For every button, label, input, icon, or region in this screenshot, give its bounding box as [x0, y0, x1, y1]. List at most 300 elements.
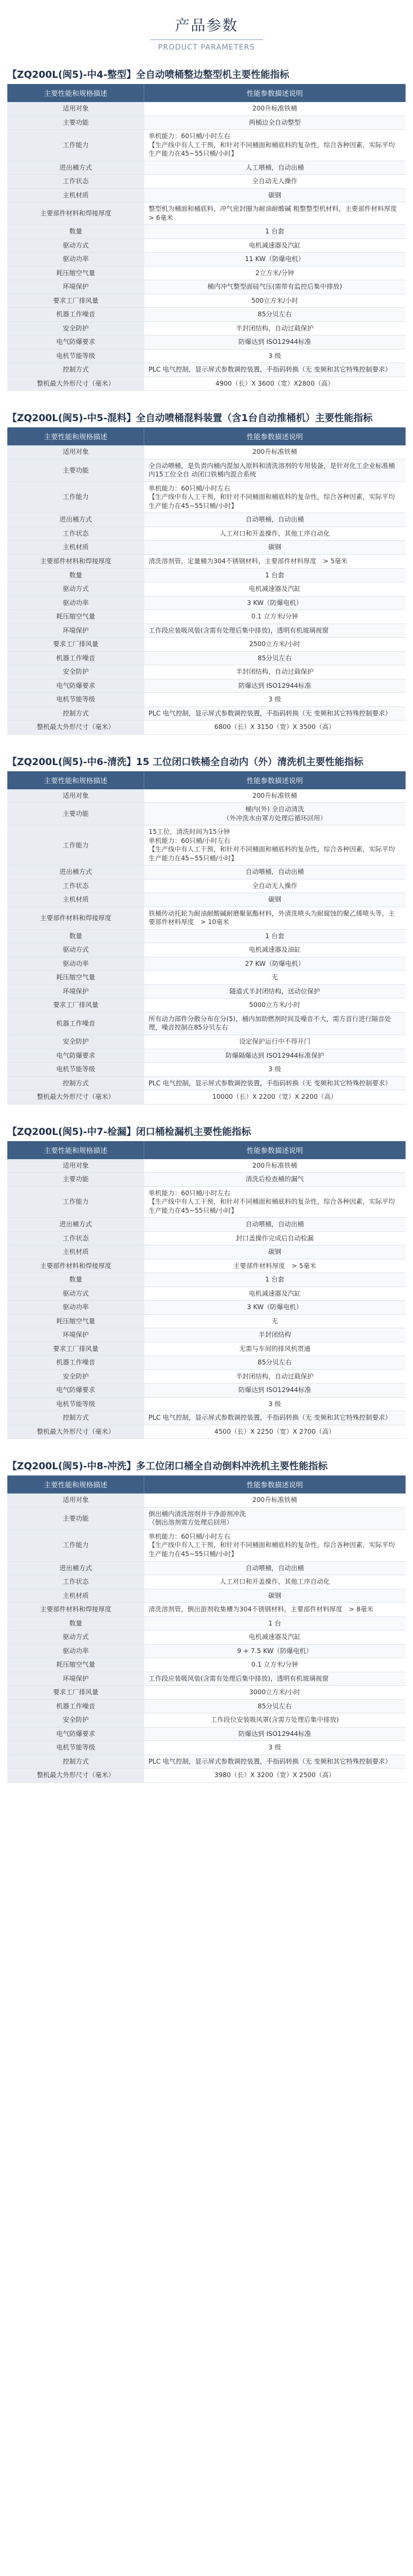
table-row [7, 943, 406, 957]
row-label: 适用对象 [7, 1159, 144, 1173]
spec-table [7, 1475, 406, 1782]
row-label: 控制方式 [7, 363, 144, 377]
table-row [7, 1686, 406, 1700]
table-row [7, 1314, 406, 1328]
table-row [7, 266, 406, 280]
row-label: 整机最大外形尺寸（毫米） [7, 377, 144, 391]
row-value: 11 KW（防爆电机） [144, 253, 406, 267]
table-row [7, 1328, 406, 1342]
table-row [7, 1575, 406, 1589]
row-label: 主机材质 [7, 1589, 144, 1603]
row-label: 要求工厂排风量 [7, 1686, 144, 1700]
row-label: 主要功能 [7, 1507, 144, 1530]
row-value: 主要部件材料厚度 > 5毫米 [144, 1259, 406, 1273]
row-label: 工作状态 [7, 879, 144, 893]
spec-table [7, 84, 406, 391]
table-row [7, 1186, 406, 1218]
table-row [7, 1672, 406, 1686]
row-value: 10000（长）X 2200（宽）X 2200（高） [144, 1090, 406, 1104]
spec-table [7, 1141, 406, 1439]
row-label: 驱动方式 [7, 1287, 144, 1301]
row-value: 0.1 立方米/分钟 [144, 1658, 406, 1672]
row-value: 自动喂桶，自动出桶 [144, 865, 406, 880]
table-row [7, 1713, 406, 1727]
row-value: 1 台套 [144, 225, 406, 239]
row-label: 要求工厂排风量 [7, 638, 144, 652]
table-header-row [7, 771, 406, 789]
row-label: 耗压缩空气量 [7, 1658, 144, 1672]
table-row [7, 1561, 406, 1575]
row-value: 200升标准铁桶 [144, 102, 406, 116]
row-value: 自动喂桶，自动出桶 [144, 1561, 406, 1575]
row-label: 适用对象 [7, 789, 144, 803]
table-header-row [7, 427, 406, 445]
row-value: 人工对口和开盖操作，其他工序自动化 [144, 527, 406, 541]
row-label: 环境保护 [7, 1672, 144, 1686]
table-row [7, 638, 406, 652]
column-header-description: 性能参数描述说明 [144, 771, 406, 789]
table-row [7, 665, 406, 679]
row-label: 电气防爆要求 [7, 1049, 144, 1063]
column-header-spec: 主要性能和规格描述 [7, 1475, 144, 1494]
row-value: 电机减速器及汽缸 [144, 238, 406, 253]
row-value: 全自动喂桶，是负责内桶内混加入原料和清洗溶剂的专用装备，是针对化工企业标准桶内15工位全自 动闭口铁桶内混合系统 [144, 459, 406, 481]
table-row [7, 238, 406, 253]
row-label: 主要功能 [7, 116, 144, 130]
row-label: 工作能力 [7, 1186, 144, 1218]
row-value: 桶内冲气整型面硅气压(需带有监控后集中排放) [144, 280, 406, 294]
column-header-description: 性能参数描述说明 [144, 1475, 406, 1494]
table-row [7, 929, 406, 943]
spec-table [7, 427, 406, 734]
row-label: 机器工作噪音 [7, 1012, 144, 1035]
table-row [7, 693, 406, 707]
row-label: 整机最大外形尺寸（毫米） [7, 721, 144, 735]
row-value: 无 [144, 971, 406, 985]
row-value: 单机能力：60只桶/小时左右 【生产线中有人工干预，和针对不同桶面和桶底料的复杂性，综合各种因素，实际平均生产能力在45~55只桶/小时】 [144, 481, 406, 513]
row-label: 电气防爆要求 [7, 1384, 144, 1398]
column-header-spec: 主要性能和规格描述 [7, 771, 144, 789]
row-label: 驱动功率 [7, 253, 144, 267]
title-divider [150, 39, 263, 40]
column-header-description: 性能参数描述说明 [144, 1141, 406, 1159]
row-value: 防爆达到 ISO12944标准 [144, 679, 406, 693]
row-label: 驱动功率 [7, 957, 144, 971]
row-value: 单机能力：60只桶/小时左右 【生产线中有人工干预，和针对不同桶面和桶底料的复杂性，综合各种因素，实际平均生产能力在45~55只桶/小时】 [144, 1530, 406, 1561]
spec-section [7, 749, 406, 1104]
row-label: 机器工作噪音 [7, 1699, 144, 1713]
row-value: 5000立方米/小时 [144, 998, 406, 1013]
spec-section [7, 1119, 406, 1439]
page-subtitle: PRODUCT PARAMETERS [158, 43, 255, 52]
row-label: 驱动功率 [7, 1301, 144, 1315]
row-value: 半封闭结构，自动过载保护 [144, 1369, 406, 1384]
table-row [7, 1301, 406, 1315]
row-value: 85分贝左右 [144, 651, 406, 665]
row-value: 防爆隔爆达到 ISO12944标准保护 [144, 1049, 406, 1063]
row-value: 工作段应装吸风装(含需有处理后集中排放)，透明有机玻璃视窗 [144, 1672, 406, 1686]
table-row [7, 445, 406, 459]
table-row [7, 541, 406, 555]
row-value: PLC 电气控制，显示屏式参数调控装置，手指码转换（无 变频和其它特殊控制要求） [144, 706, 406, 721]
spec-section [7, 62, 406, 391]
row-value: 3 级 [144, 1063, 406, 1077]
table-row [7, 1507, 406, 1530]
table-row [7, 1342, 406, 1356]
row-label: 驱动方式 [7, 943, 144, 957]
row-label: 数量 [7, 568, 144, 582]
table-row [7, 1494, 406, 1507]
row-value: 无需与车间的排风机贯通 [144, 1342, 406, 1356]
row-label: 控制方式 [7, 1411, 144, 1425]
row-value: 3 KW（防爆电机） [144, 1301, 406, 1315]
row-label: 机器工作噪音 [7, 651, 144, 665]
table-row [7, 116, 406, 130]
row-label: 控制方式 [7, 706, 144, 721]
row-value: 电机减速器及汽缸 [144, 1631, 406, 1645]
table-row [7, 789, 406, 803]
row-label: 进出桶方式 [7, 865, 144, 880]
row-value: 清洗溶剂管，定量桶为304不锈钢材料，主要部件材料厚度 > 5毫米 [144, 554, 406, 568]
row-label: 环境保护 [7, 624, 144, 638]
row-label: 驱动方式 [7, 1631, 144, 1645]
row-value: 15工位，清洗时间为15分钟 单机能力：60只桶/小时左右 【生产线中有人工干预，和针对不同桶面和桶底料的复杂性，综合各种因素，实际平均生产能力在45~55只桶/小时】 [144, 825, 406, 865]
table-row [7, 1218, 406, 1232]
row-value: 200升标准铁桶 [144, 1494, 406, 1507]
row-value: 3000立方米/小时 [144, 1686, 406, 1700]
table-row [7, 161, 406, 175]
row-value: 500立方米/小时 [144, 294, 406, 308]
row-value: 单机能力：60只桶/小时左右 【生产线中有人工干预，和针对不同桶面和桶底料的复杂性，综合各种因素，实际平均生产能力在45~55只桶/小时】 [144, 130, 406, 161]
row-value: 全自动无人操作 [144, 175, 406, 189]
table-row [7, 1173, 406, 1187]
table-row [7, 1603, 406, 1617]
table-row [7, 1245, 406, 1260]
spec-section [7, 1453, 406, 1782]
row-value: 9 + 7.5 KW（防爆电机） [144, 1644, 406, 1658]
row-value: 碳钢 [144, 1245, 406, 1260]
row-label: 主要功能 [7, 1173, 144, 1187]
row-label: 整机最大外形尺寸（毫米） [7, 1090, 144, 1104]
row-label: 主要部件材料和焊接厚度 [7, 907, 144, 929]
row-label: 耗压缩空气量 [7, 1314, 144, 1328]
row-value: 85分贝左右 [144, 308, 406, 322]
table-row [7, 294, 406, 308]
row-label: 要求工厂排风量 [7, 998, 144, 1013]
table-row [7, 582, 406, 596]
row-label: 数量 [7, 225, 144, 239]
row-value: 27 KW（防爆电机） [144, 957, 406, 971]
table-row [7, 1411, 406, 1425]
row-label: 驱动方式 [7, 582, 144, 596]
table-row [7, 1369, 406, 1384]
row-label: 要求工厂排风量 [7, 294, 144, 308]
table-row [7, 1425, 406, 1439]
table-row [7, 188, 406, 202]
table-row [7, 1356, 406, 1370]
table-row [7, 130, 406, 161]
row-value: 清洗溶剂管，倒出游剂收集槽为304不锈钢材料，主要部件材料厚度 > 8毫米 [144, 1603, 406, 1617]
table-row [7, 1384, 406, 1398]
row-label: 电机节能等级 [7, 349, 144, 363]
row-value: 2500立方米/小时 [144, 638, 406, 652]
row-label: 电机节能等级 [7, 1741, 144, 1755]
row-label: 进出桶方式 [7, 161, 144, 175]
row-label: 整机最大外形尺寸（毫米） [7, 1425, 144, 1439]
row-value: 全自动无人操作 [144, 879, 406, 893]
row-label: 电气防爆要求 [7, 1727, 144, 1741]
table-row [7, 907, 406, 929]
table-row [7, 321, 406, 335]
table-row [7, 1769, 406, 1783]
row-label: 数量 [7, 1616, 144, 1631]
row-label: 工作能力 [7, 1530, 144, 1561]
row-value: 防爆达到 ISO12944标准 [144, 1727, 406, 1741]
row-value: 电机减速器及油缸 [144, 943, 406, 957]
row-label: 电机节能等级 [7, 693, 144, 707]
row-value: 隧道式半封闭结构，送动位保护 [144, 984, 406, 998]
table-row [7, 202, 406, 225]
table-row [7, 803, 406, 825]
row-label: 适用对象 [7, 445, 144, 459]
section-title: 【ZQ200L(闽5)-中6-清洗】15 工位闭口铁桶全自动内（外）清洗机主要性能指标 [7, 756, 363, 768]
row-label: 电气防爆要求 [7, 335, 144, 350]
row-value: 4900（长）X 3600（宽）X2800（高） [144, 377, 406, 391]
row-label: 安全防护 [7, 665, 144, 679]
table-row [7, 1063, 406, 1077]
row-label: 主要部件材料和焊接厚度 [7, 1259, 144, 1273]
row-value: 1 台 [144, 1616, 406, 1631]
table-row [7, 706, 406, 721]
table-header-row [7, 84, 406, 102]
row-value: 半封闭结构，自动过载保护 [144, 665, 406, 679]
table-row [7, 527, 406, 541]
row-value: 碳钢 [144, 1589, 406, 1603]
table-row [7, 349, 406, 363]
row-value: 85分贝左右 [144, 1356, 406, 1370]
row-value: 碳钢 [144, 893, 406, 907]
row-label: 工作状态 [7, 527, 144, 541]
row-value: 清洗后检查桶的漏气 [144, 1173, 406, 1187]
row-label: 环境保护 [7, 280, 144, 294]
row-value: 4500（长）X 2250（宽）X 2700（高） [144, 1425, 406, 1439]
section-title: 【ZQ200L(闽5)-中7-检漏】闭口桶检漏机主要性能指标 [7, 1126, 251, 1138]
table-row [7, 865, 406, 880]
table-row [7, 513, 406, 527]
table-row [7, 1035, 406, 1049]
row-value: 工作段应装吸风装(含需有处理后集中排放)，透明有机玻璃视窗 [144, 624, 406, 638]
row-value: 工作段位安装吸风罩(含需方处理后集中排放) [144, 1713, 406, 1727]
table-row [7, 1741, 406, 1755]
row-label: 整机最大外形尺寸（毫米） [7, 1769, 144, 1783]
row-value: 电机减速器及汽缸 [144, 1287, 406, 1301]
table-row [7, 1755, 406, 1769]
row-label: 电机节能等级 [7, 1063, 144, 1077]
row-label: 适用对象 [7, 102, 144, 116]
row-value: 人工喂桶，自动出桶 [144, 161, 406, 175]
spec-table [7, 771, 406, 1104]
table-row [7, 1049, 406, 1063]
row-label: 主要部件材料和焊接厚度 [7, 554, 144, 568]
table-row [7, 253, 406, 267]
page-title: 产品参数 [175, 17, 238, 34]
row-value: 200升标准铁桶 [144, 789, 406, 803]
table-header-row [7, 1475, 406, 1494]
table-row [7, 1231, 406, 1245]
table-row [7, 1699, 406, 1713]
table-row [7, 971, 406, 985]
row-value: 0.1 立方米/分钟 [144, 610, 406, 624]
row-value: 碳钢 [144, 541, 406, 555]
row-value: 1 台套 [144, 568, 406, 582]
table-row [7, 1012, 406, 1035]
section-title: 【ZQ200L(闽5)-中4-整型】全自动喷桶整边整型机主要性能指标 [7, 69, 290, 81]
row-label: 工作状态 [7, 175, 144, 189]
row-value: PLC 电气控制，显示屏式参数调控装置，手指码转换（无 变频和其它特殊控制要求） [144, 1755, 406, 1769]
row-value: 3980（长）X 3200（宽）X 2500（高） [144, 1769, 406, 1783]
row-value: 无 [144, 1314, 406, 1328]
row-label: 工作状态 [7, 1575, 144, 1589]
table-row [7, 1259, 406, 1273]
row-label: 控制方式 [7, 1755, 144, 1769]
row-label: 要求工厂排风量 [7, 1342, 144, 1356]
table-row [7, 879, 406, 893]
row-value: 桶内(外) 全自动清洗 （外冲洗水由罩方处理后循环回用） [144, 803, 406, 825]
row-value: 半封闭结构，自动过载保护 [144, 321, 406, 335]
row-label: 主机材质 [7, 893, 144, 907]
row-label: 安全防护 [7, 1713, 144, 1727]
row-label: 驱动功率 [7, 596, 144, 610]
row-value: 3 级 [144, 349, 406, 363]
table-row [7, 957, 406, 971]
row-label: 环境保护 [7, 1328, 144, 1342]
table-row [7, 721, 406, 735]
row-label: 主要功能 [7, 803, 144, 825]
row-label: 工作状态 [7, 1231, 144, 1245]
table-row [7, 1631, 406, 1645]
row-value: 3 级 [144, 1741, 406, 1755]
row-label: 工作能力 [7, 481, 144, 513]
row-label: 耗压缩空气量 [7, 266, 144, 280]
row-label: 工作能力 [7, 130, 144, 161]
row-label: 驱动功率 [7, 1644, 144, 1658]
table-row [7, 1076, 406, 1090]
row-value: 设定保护运行中不得开门 [144, 1035, 406, 1049]
table-row [7, 679, 406, 693]
row-label: 耗压缩空气量 [7, 971, 144, 985]
row-value: 1 台套 [144, 1273, 406, 1287]
table-row [7, 377, 406, 391]
table-row [7, 624, 406, 638]
row-label: 机器工作噪音 [7, 308, 144, 322]
table-row [7, 651, 406, 665]
row-value: 200升标准铁桶 [144, 1159, 406, 1173]
row-value: 碳钢 [144, 188, 406, 202]
table-header-row [7, 1141, 406, 1159]
row-label: 进出桶方式 [7, 513, 144, 527]
table-row [7, 225, 406, 239]
row-value: 铁桶传动托轮为耐油耐酸碱耐磨聚氨酯材料，外清洗喷头为耐腐蚀的聚乙烯喷头等，主要部件材料厚度 > 10毫米 [144, 907, 406, 929]
table-row [7, 102, 406, 116]
row-label: 环境保护 [7, 984, 144, 998]
row-label: 主机材质 [7, 188, 144, 202]
table-row [7, 459, 406, 481]
row-value: 85分贝左右 [144, 1699, 406, 1713]
row-label: 主机材质 [7, 1245, 144, 1260]
table-row [7, 554, 406, 568]
table-row [7, 1530, 406, 1561]
row-value: 自动喂桶，自动出桶 [144, 1218, 406, 1232]
row-label: 电机节能等级 [7, 1397, 144, 1411]
row-label: 电气防爆要求 [7, 679, 144, 693]
row-value: PLC 电气控制，显示屏式参数调控装置，手指码转换（无 变频和其它特殊控制要求） [144, 1411, 406, 1425]
row-value: 电机减速器及汽缸 [144, 582, 406, 596]
row-label: 进出桶方式 [7, 1218, 144, 1232]
table-row [7, 610, 406, 624]
table-row [7, 825, 406, 865]
table-row [7, 1644, 406, 1658]
table-row [7, 893, 406, 907]
row-value: 6800（长）X 3150（宽）X 3500（高） [144, 721, 406, 735]
row-label: 主机材质 [7, 541, 144, 555]
column-header-spec: 主要性能和规格描述 [7, 427, 144, 445]
row-label: 安全防护 [7, 1369, 144, 1384]
table-row [7, 1658, 406, 1672]
table-row [7, 568, 406, 582]
page-header [0, 0, 413, 62]
row-value: 整型机为桶面和桶底料，冲气密封圈为耐油耐酸碱 粗整整型机材料，主要部件材料厚度 > 6毫米 [144, 202, 406, 225]
row-label: 耗压缩空气量 [7, 610, 144, 624]
table-row [7, 175, 406, 189]
row-value: 200升标准铁桶 [144, 445, 406, 459]
table-row [7, 998, 406, 1013]
row-label: 数量 [7, 929, 144, 943]
column-header-spec: 主要性能和规格描述 [7, 84, 144, 102]
row-label: 驱动方式 [7, 238, 144, 253]
row-label: 安全防护 [7, 1035, 144, 1049]
column-header-description: 性能参数描述说明 [144, 427, 406, 445]
row-value: 半封闭结构 [144, 1328, 406, 1342]
row-value: PLC 电气控制，显示屏式参数调控装置，手指码转换（无 变频和其它特殊控制要求） [144, 363, 406, 377]
row-value: PLC 电气控制，显示屏式参数调控装置，手指码转换（无 变频和其它特殊控制要求） [144, 1076, 406, 1090]
table-row [7, 1397, 406, 1411]
table-row [7, 1727, 406, 1741]
row-label: 控制方式 [7, 1076, 144, 1090]
row-label: 适用对象 [7, 1494, 144, 1507]
table-row [7, 335, 406, 350]
row-value: 3 级 [144, 1397, 406, 1411]
row-value: 自动喂桶，自动出桶 [144, 513, 406, 527]
row-value: 两桶边全自动整型 [144, 116, 406, 130]
column-header-description: 性能参数描述说明 [144, 84, 406, 102]
table-row [7, 308, 406, 322]
table-row [7, 1287, 406, 1301]
row-label: 主要功能 [7, 459, 144, 481]
row-value: 3 级 [144, 693, 406, 707]
spec-sections [0, 62, 413, 1783]
row-label: 工作能力 [7, 825, 144, 865]
column-header-spec: 主要性能和规格描述 [7, 1141, 144, 1159]
row-value: 封口盖操作完成后自动检漏 [144, 1231, 406, 1245]
table-row [7, 1589, 406, 1603]
table-row [7, 481, 406, 513]
row-value: 3 KW（防爆电机） [144, 596, 406, 610]
table-row [7, 984, 406, 998]
section-title: 【ZQ200L(闽5)-中8-冲洗】多工位闭口桶全自动倒料冲洗机主要性能指标 [7, 1461, 328, 1473]
table-row [7, 596, 406, 610]
section-title: 【ZQ200L(闽5)-中5-混料】全自动喷桶混料装置（含1台自动推桶机）主要性能指标 [7, 413, 373, 425]
row-value: 1 台套 [144, 929, 406, 943]
